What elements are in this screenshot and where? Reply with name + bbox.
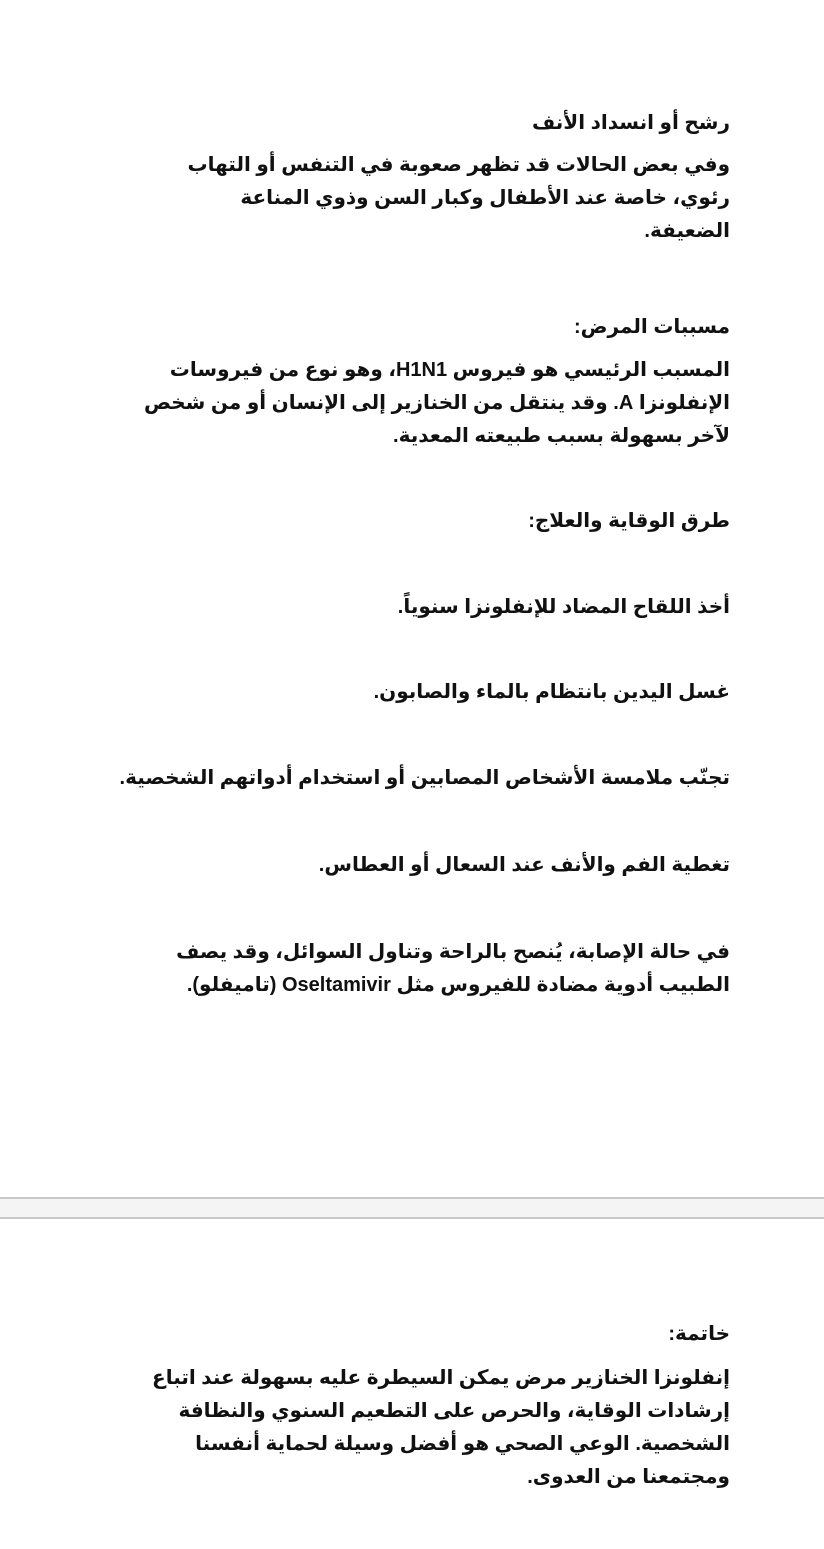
conclusion-heading: خاتمة:	[668, 1323, 730, 1345]
prevention-item: أخذ اللقاح المضاد للإنفلونزا سنوياً.	[397, 596, 730, 618]
prevention-heading: طرق الوقاية والعلاج:	[528, 510, 730, 532]
page-break	[0, 1197, 824, 1219]
symptom-line: رشح أو انسداد الأنف	[531, 112, 730, 134]
prevention-item: غسل اليدين بانتظام بالماء والصابون.	[373, 681, 730, 703]
conclusion-paragraph: إنفلونزا الخنازير مرض يمكن السيطرة عليه بسهولة عند اتباع إرشادات الوقاية، والحرص على التطعيم السنوي والنظافة الشخصية. الوعي الصحي هو أفضل وسيلة لحماية أنفسنا ومجتمعنا من العدوى.	[152, 1367, 730, 1488]
complications-paragraph: وفي بعض الحالات قد تظهر صعوبة في التنفس أو التهاب رئوي، خاصة عند الأطفال وكبار السن وذوي المناعة الضعيفة.	[187, 154, 730, 242]
prevention-item: تجنّب ملامسة الأشخاص المصابين أو استخدام أدواتهم الشخصية.	[119, 767, 730, 789]
document-page-2	[0, 1219, 824, 1549]
prevention-item: تغطية الفم والأنف عند السعال أو العطاس.	[318, 854, 730, 876]
causes-heading: مسببات المرض:	[573, 316, 730, 338]
causes-paragraph: المسبب الرئيسي هو فيروس H1N1، وهو نوع من فيروسات الإنفلونزا A. وقد ينتقل من الخنازير إلى الإنسان أو من شخص لآخر بسهولة بسبب طبيعته المعدية.	[143, 359, 730, 447]
treatment-paragraph: في حالة الإصابة، يُنصح بالراحة وتناول السوائل، وقد يصف الطبيب أدوية مضادة للفيروس مثل Oseltamivir (تاميفلو).	[176, 941, 730, 996]
